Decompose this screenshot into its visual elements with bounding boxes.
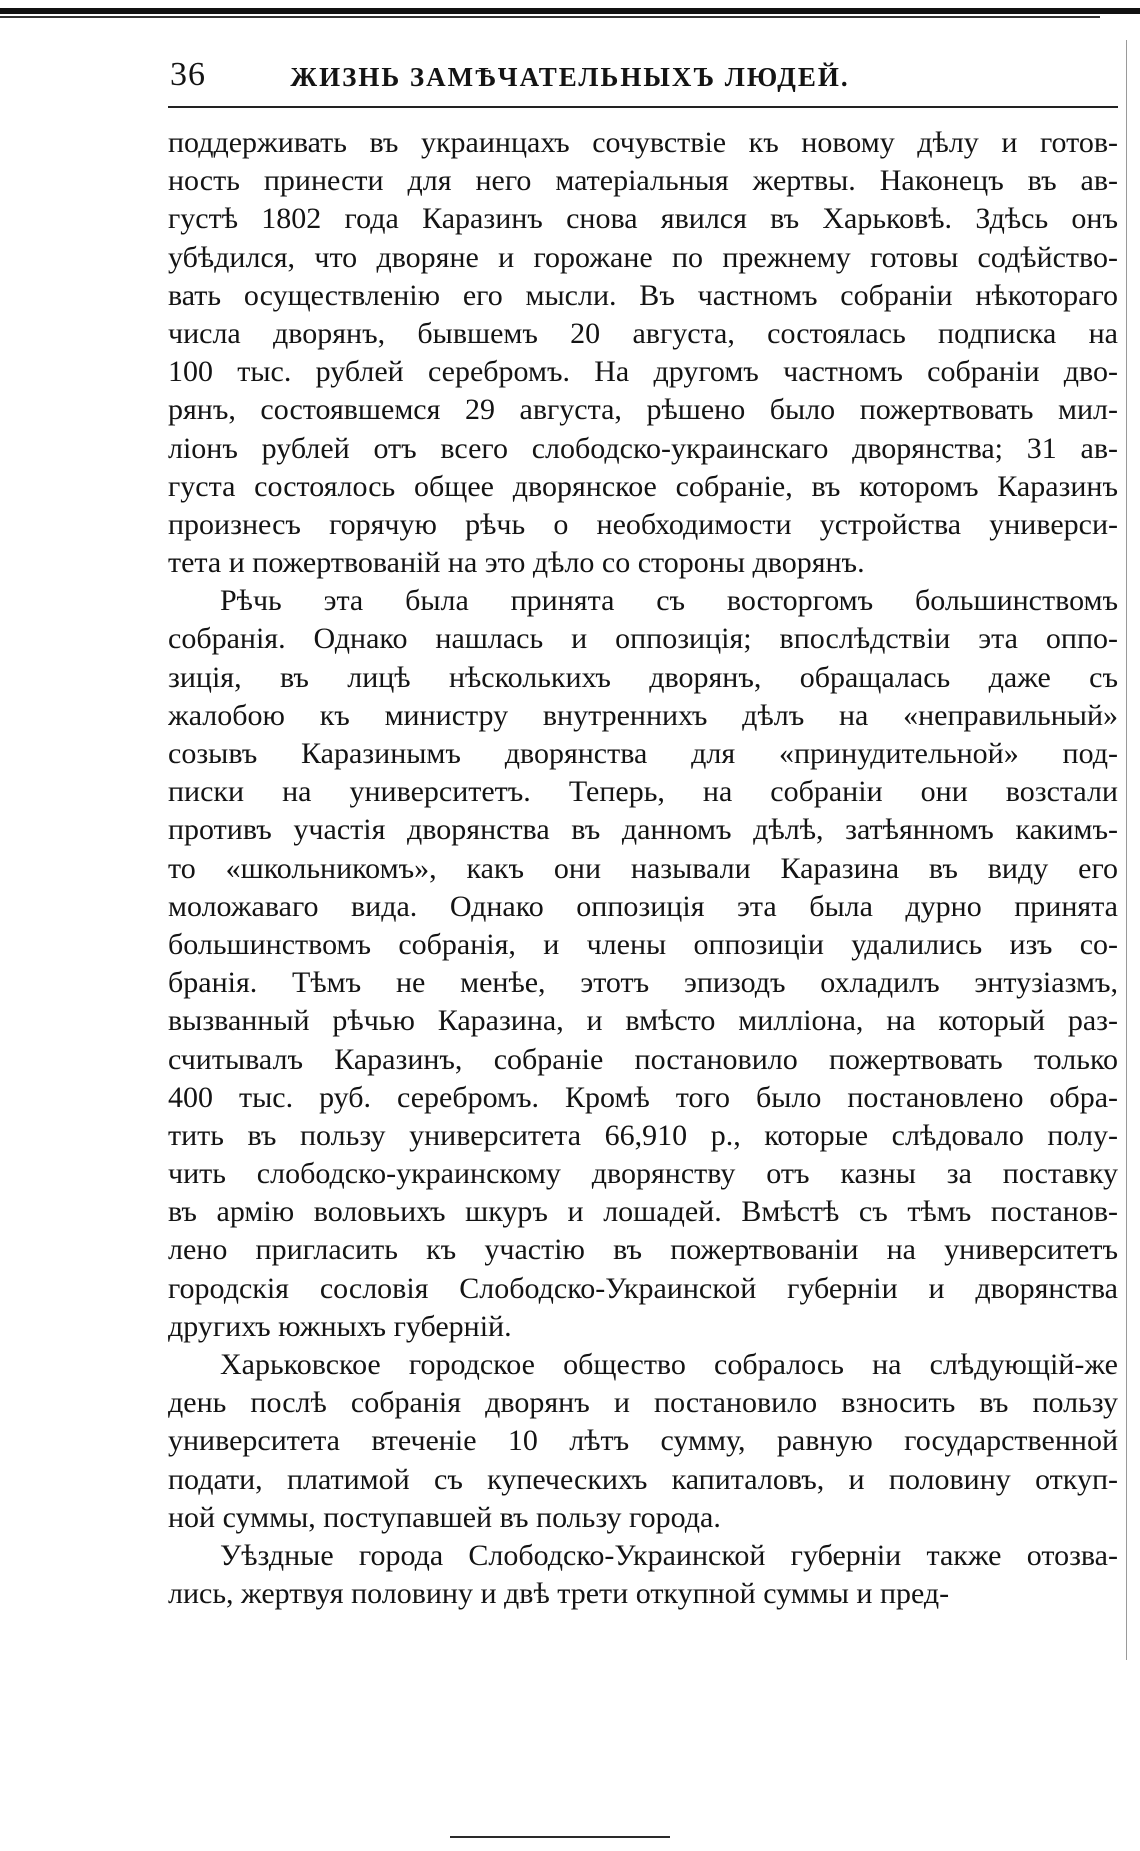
text-line: произнесъ горячую рѣчь о необходимости устройства универси- xyxy=(168,507,1118,541)
text-line: моложаваго вида. Однако оппозиція эта была дурно принята xyxy=(168,889,1118,923)
paragraph xyxy=(168,582,1118,1346)
paragraph xyxy=(168,1346,1118,1537)
page-number: 36 xyxy=(170,56,206,93)
page-edge-line xyxy=(1126,40,1127,1660)
top-border-rule xyxy=(0,8,1140,14)
text-line: рянъ, состоявшемся 29 августа, рѣшено было пожертвовать мил- xyxy=(168,393,1118,427)
text-line: университета втеченіе 10 лѣтъ сумму, равную государственной xyxy=(168,1424,1118,1458)
text-line: ной суммы, поступавшей въ пользу города. xyxy=(168,1500,721,1534)
top-border-rule-thin xyxy=(0,16,1100,18)
text-line: зиція, въ лицѣ нѣсколькихъ дворянъ, обращалась даже съ xyxy=(168,660,1118,694)
text-line: тета и пожертвованій на это дѣло со стороны дворянъ. xyxy=(168,546,865,580)
text-line: созывъ Каразинымъ дворянства для «принудительной» под- xyxy=(168,737,1118,770)
text-line: лись, жертвуя половину и двѣ трети откупной суммы и пред- xyxy=(168,1577,950,1611)
text-line: чить слободско-украинскому дворянству отъ казны за поставку xyxy=(168,1157,1118,1191)
paragraph xyxy=(168,124,1118,582)
text-line: писки на университетъ. Теперь, на собраніи они возстали xyxy=(168,775,1118,809)
text-line: густѣ 1802 года Каразинъ снова явился въ Харьковѣ. Здѣсь онъ xyxy=(168,202,1118,236)
text-line: подати, платимой съ купеческихъ капиталовъ, и половину откуп- xyxy=(168,1462,1118,1496)
bottom-rule xyxy=(450,1836,670,1838)
text-line: густа состоялось общее дворянское собраніе, въ которомъ Каразинъ xyxy=(168,469,1118,503)
text-line: числа дворянъ, бывшемъ 20 августа, состоялась подписка на xyxy=(168,316,1118,350)
text-line: большинствомъ собранія, и члены оппозиціи удалились изъ со- xyxy=(168,927,1118,961)
text-line: бранія. Тѣмъ не менѣе, этотъ эпизодъ охладилъ энтузіазмъ, xyxy=(168,966,1118,1000)
text-line: собранія. Однако нашлась и оппозиція; впослѣдствіи эта оппо- xyxy=(168,622,1118,656)
text-line: вать осуществленію его мысли. Въ частномъ собраніи нѣкотораго xyxy=(168,278,1118,312)
text-line: 100 тыс. рублей серебромъ. На другомъ частномъ собраніи дво- xyxy=(168,355,1118,389)
text-line: ность принести для него матеріальныя жертвы. Наконецъ въ ав- xyxy=(168,164,1118,198)
text-line: то «школьникомъ», какъ они называли Каразина въ виду его xyxy=(168,851,1118,885)
text-line: вызванный рѣчью Каразина, и вмѣсто милліона, на который раз- xyxy=(168,1004,1118,1038)
text-line: городскія сословія Слободско-Украинской губерніи и дворянства xyxy=(168,1271,1118,1305)
text-line: 400 тыс. руб. серебромъ. Кромѣ того было постановлено обра- xyxy=(168,1080,1118,1114)
text-line: Уѣздные города Слободско-Украинской губерніи также отозва- xyxy=(220,1538,1118,1572)
text-line: лено пригласить къ участію въ пожертвованіи на университетъ xyxy=(168,1233,1118,1267)
text-line: убѣдился, что дворяне и горожане по прежнему готовы содѣйство- xyxy=(168,240,1118,274)
text-line: жалобою къ министру внутреннихъ дѣлъ на «неправильный» xyxy=(168,698,1118,732)
body-text xyxy=(168,124,1118,1613)
text-line: другихъ южныхъ губерній. xyxy=(168,1309,512,1343)
header-divider xyxy=(168,106,1118,108)
text-line: Рѣчь эта была принята съ восторгомъ большинствомъ xyxy=(220,584,1118,618)
text-line: ліонъ рублей отъ всего слободско-украинскаго дворянства; 31 ав- xyxy=(168,431,1118,465)
text-line: поддерживать въ украинцахъ сочувствіе къ новому дѣлу и готов- xyxy=(168,126,1118,159)
text-line: противъ участія дворянства въ данномъ дѣлѣ, затѣянномъ какимъ- xyxy=(168,813,1118,847)
text-line: тить въ пользу университета 66,910 р., которые слѣдовало полу- xyxy=(168,1118,1118,1152)
text-line: Харьковское городское общество собралось на слѣдующій-же xyxy=(220,1348,1118,1381)
text-line: въ армію воловьихъ шкуръ и лошадей. Вмѣстѣ съ тѣмъ постанов- xyxy=(168,1195,1118,1229)
paragraph xyxy=(168,1537,1118,1613)
text-line: считывалъ Каразинъ, собраніе постановило пожертвовать только xyxy=(168,1042,1118,1076)
text-line: день послѣ собранія дворянъ и постановило взносить въ пользу xyxy=(168,1386,1118,1420)
running-title: ЖИЗНЬ ЗАМѢЧАТЕЛЬНЫХЪ ЛЮДЕЙ. xyxy=(290,62,850,92)
